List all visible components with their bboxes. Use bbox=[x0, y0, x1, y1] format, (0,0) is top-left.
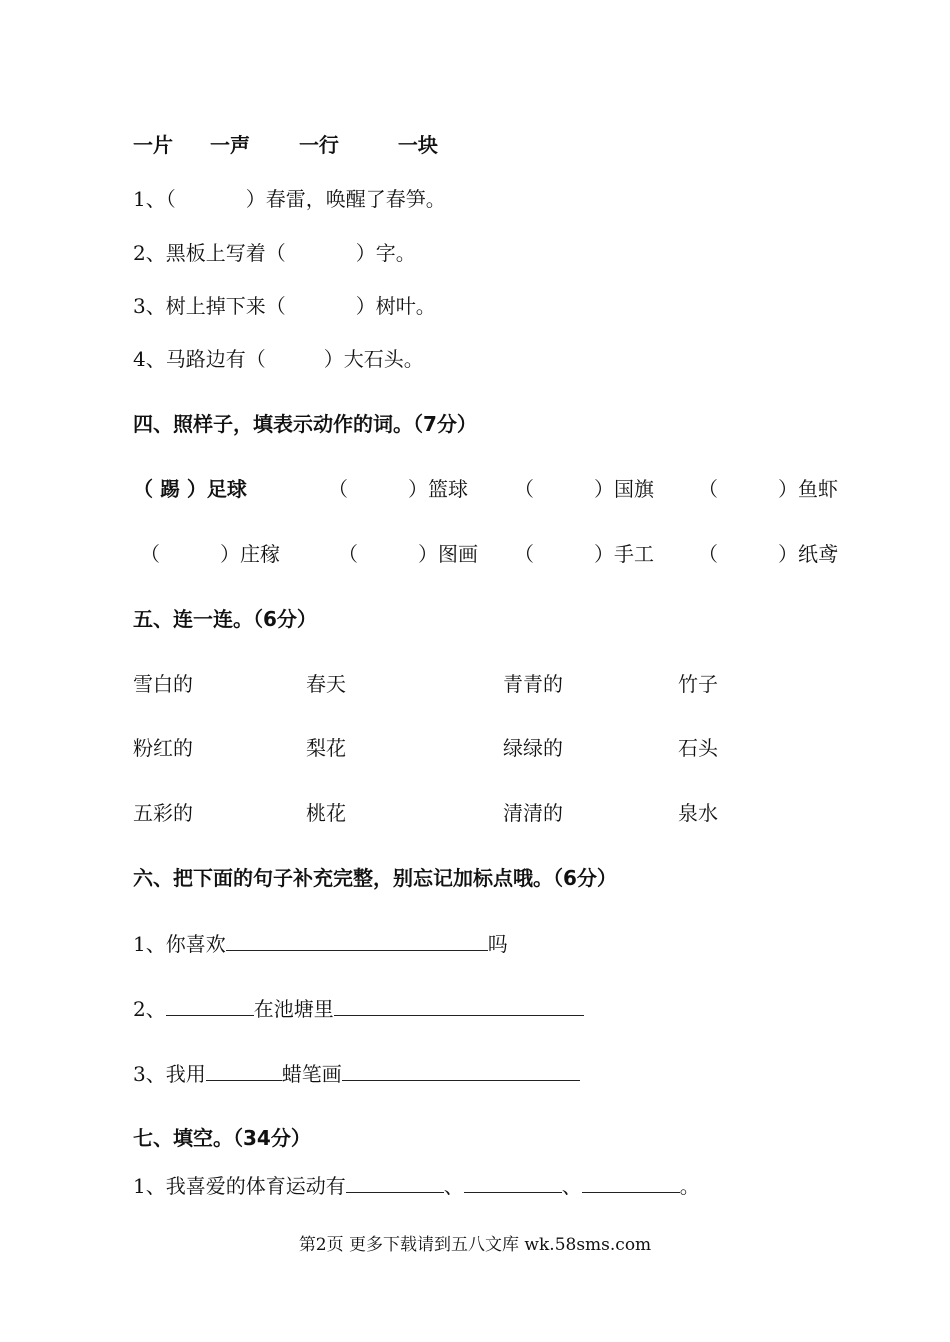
match-word[interactable]: 春天 bbox=[306, 672, 346, 696]
answer-blank[interactable] bbox=[166, 995, 254, 1016]
verb-blank-item[interactable]: （ ）图画 bbox=[338, 542, 478, 566]
section4-title: 四、照样子，填表示动作的词。（7分） bbox=[133, 412, 477, 436]
match-word[interactable]: 石头 bbox=[678, 736, 718, 760]
match-word[interactable]: 泉水 bbox=[678, 801, 718, 825]
item-prefix: 4、马路边有（ bbox=[133, 347, 266, 371]
measure-word: 一行 bbox=[298, 133, 339, 157]
sentence-2 bbox=[133, 995, 584, 1022]
item-suffix: ）字。 bbox=[355, 241, 416, 265]
sentence-prefix: 1、我喜爱的体育运动有 bbox=[133, 1174, 346, 1198]
section6-title: 六、把下面的句子补充完整，别忘记加标点哦。（6分） bbox=[133, 866, 617, 890]
separator: 、 bbox=[443, 1174, 464, 1198]
answer-blank[interactable] bbox=[226, 930, 488, 951]
verb-blank-item[interactable]: （ ）庄稼 bbox=[140, 542, 280, 566]
sentence-suffix: 吗 bbox=[487, 932, 508, 956]
verb-blank-item[interactable]: （ ）国旗 bbox=[514, 477, 654, 501]
measure-word: 一片 bbox=[133, 133, 173, 157]
sentence-end: 。 bbox=[679, 1174, 700, 1198]
section5-title: 五、连一连。（6分） bbox=[133, 607, 317, 631]
item-suffix: ）大石头。 bbox=[323, 347, 424, 371]
answer-blank[interactable] bbox=[464, 1172, 562, 1193]
measure-words-row bbox=[133, 132, 438, 158]
match-word[interactable]: 青青的 bbox=[503, 672, 563, 696]
fill-item-1 bbox=[133, 186, 446, 212]
match-word[interactable]: 绿绿的 bbox=[503, 736, 563, 760]
match-word[interactable]: 雪白的 bbox=[133, 672, 193, 696]
match-word[interactable]: 梨花 bbox=[306, 736, 346, 760]
sentence-1 bbox=[133, 930, 508, 957]
item-prefix: 3、树上掉下来（ bbox=[133, 294, 286, 318]
answer-blank[interactable] bbox=[206, 1060, 282, 1081]
verb-blank-item[interactable]: （ ）篮球 bbox=[328, 477, 468, 501]
verb-blank-item[interactable]: （ ）纸鸢 bbox=[698, 542, 838, 566]
sentence-3 bbox=[133, 1060, 580, 1087]
item-prefix: 1、（ bbox=[133, 187, 176, 211]
sentence-middle: 在池塘里 bbox=[253, 997, 334, 1021]
match-word[interactable]: 桃花 bbox=[306, 801, 346, 825]
answer-blank[interactable] bbox=[346, 1172, 444, 1193]
verb-blank-item[interactable]: （ ）鱼虾 bbox=[698, 477, 838, 501]
answer-blank[interactable] bbox=[334, 995, 584, 1016]
measure-word: 一块 bbox=[397, 133, 438, 157]
section7-title: 七、填空。（34分） bbox=[133, 1126, 311, 1150]
match-word[interactable]: 竹子 bbox=[678, 672, 718, 696]
answer-blank[interactable] bbox=[582, 1172, 680, 1193]
match-word[interactable]: 清清的 bbox=[503, 801, 563, 825]
match-word[interactable]: 五彩的 bbox=[133, 801, 193, 825]
fill-sentence-1 bbox=[133, 1172, 700, 1199]
verb-example: （ 踢 ）足球 bbox=[133, 477, 247, 501]
sentence-prefix: 2、 bbox=[133, 997, 166, 1021]
fill-item-4 bbox=[133, 346, 424, 372]
sentence-middle: 蜡笔画 bbox=[281, 1062, 342, 1086]
answer-blank[interactable] bbox=[342, 1060, 580, 1081]
fill-item-3 bbox=[133, 293, 436, 319]
sentence-prefix: 3、我用 bbox=[133, 1062, 206, 1086]
verb-blank-item[interactable]: （ ）手工 bbox=[514, 542, 654, 566]
item-prefix: 2、黑板上写着（ bbox=[133, 241, 286, 265]
item-suffix: ）树叶。 bbox=[355, 294, 436, 318]
match-word[interactable]: 粉红的 bbox=[133, 736, 193, 760]
sentence-prefix: 1、你喜欢 bbox=[133, 932, 226, 956]
fill-item-2 bbox=[133, 240, 416, 266]
page-footer: 第2页 更多下载请到五八文库 wk.58sms.com bbox=[298, 1235, 652, 1255]
measure-word: 一声 bbox=[209, 133, 250, 157]
item-suffix: ）春雷，唤醒了春笋。 bbox=[245, 187, 446, 211]
separator: 、 bbox=[561, 1174, 582, 1198]
